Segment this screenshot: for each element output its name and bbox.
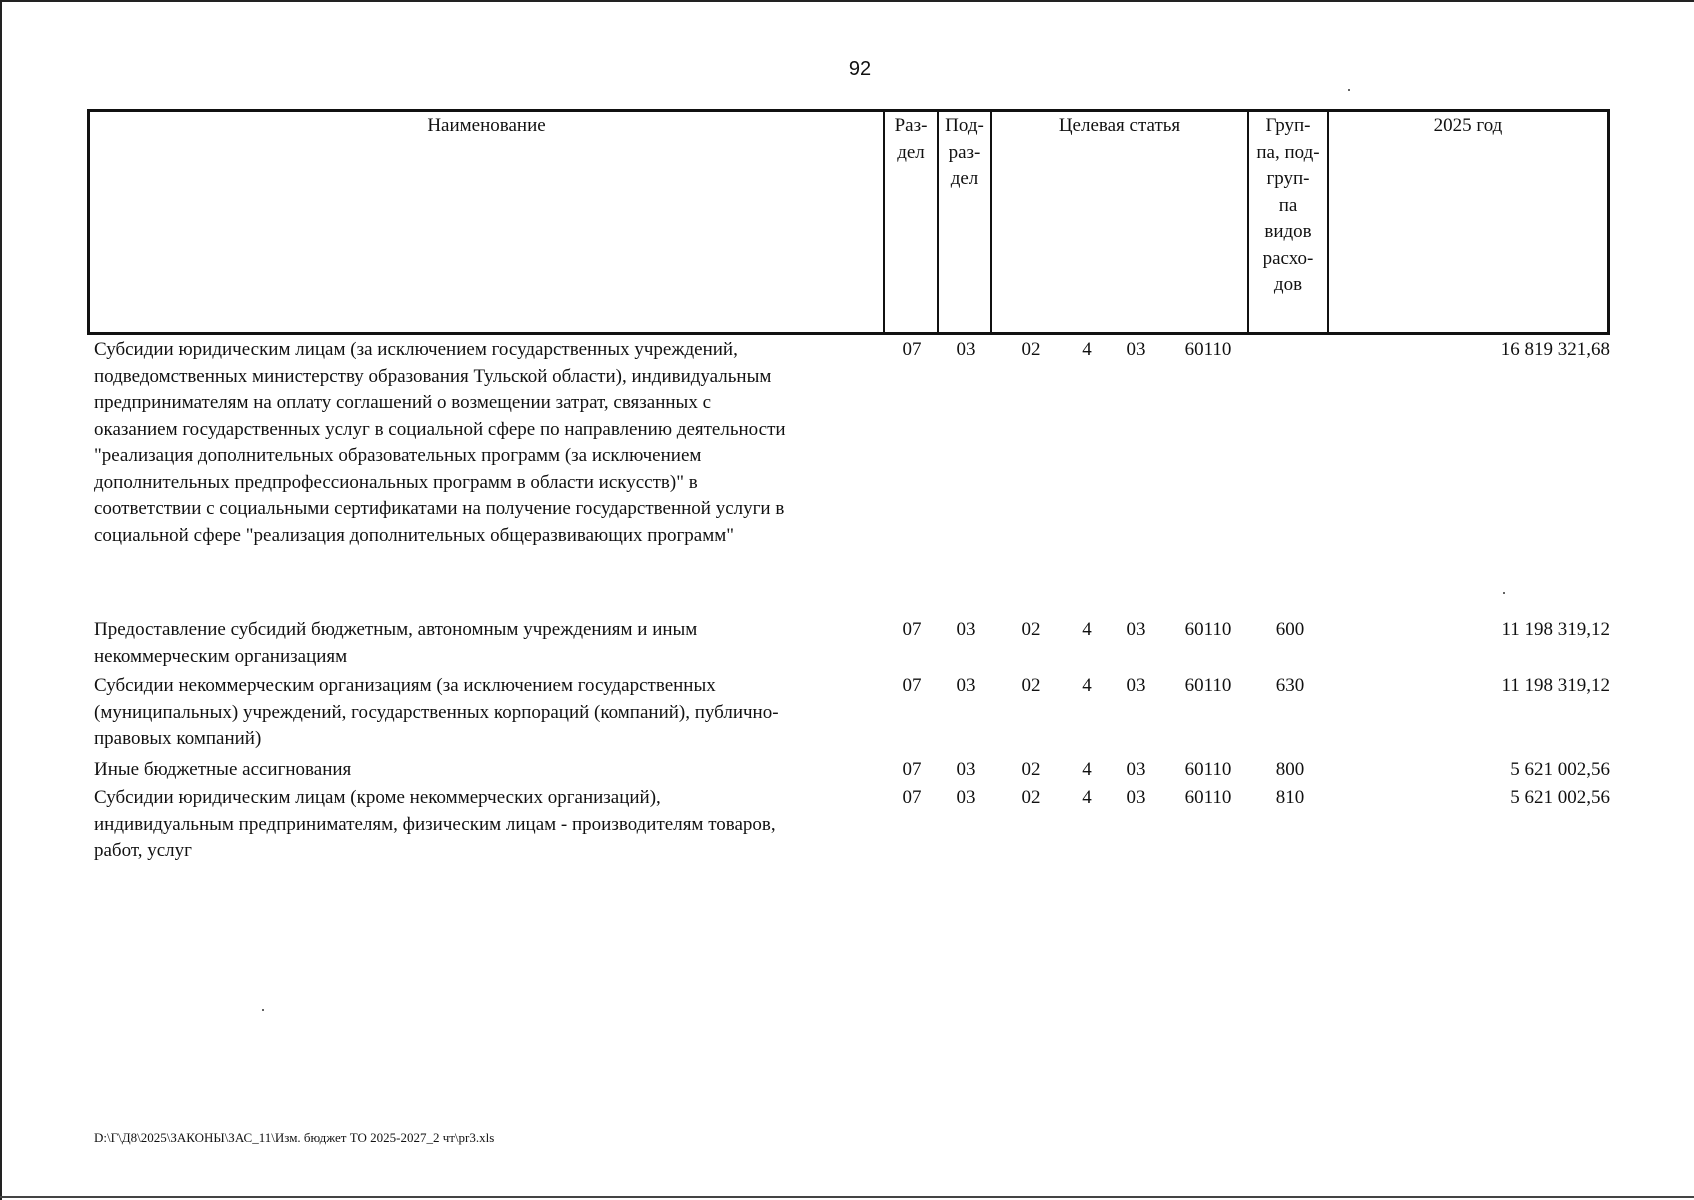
scan-speck — [1503, 592, 1505, 594]
scan-speck — [262, 1009, 264, 1011]
row-razdel: 07 — [902, 759, 922, 780]
row-amount: 5 621 002,56 — [1510, 787, 1610, 808]
row-vr: 800 — [1275, 759, 1305, 780]
row-name: Субсидии юридическим лицам (кроме некоммерческих организаций), индивидуальным предпринимателям, физическим лицам - производителям товаров, работ, услуг — [94, 787, 776, 861]
row-amount: 11 198 319,12 — [1501, 675, 1610, 696]
row-razdel: 07 — [902, 675, 922, 696]
header-razdel: Раз- дел — [894, 115, 928, 163]
header-gruppa: Груп- па, под- груп- па видов расхо- дов — [1256, 115, 1320, 295]
row-amount: 16 819 321,68 — [1500, 339, 1610, 360]
header-divider — [1327, 109, 1329, 335]
row-podrazdel: 03 — [956, 787, 976, 808]
row-name: Субсидии юридическим лицам (за исключением государственных учреждений, подведомственных министерству образования Тульской области), индивидуальным предпринимателям на оплату соглашений о возмещении затрат, связанных с оказанием государственных услуг в социальной сфере по направлению деятельности "реализация дополнительных образовательных программ (за исключением дополнительных предпрофессиональных программ в области искусств)" в соответствии с социальными сертификатами на получение государственной услуги в социальной сфере "реализация дополнительных общеразвивающих программ" — [94, 339, 786, 546]
row-razdel: 07 — [902, 619, 922, 640]
row-vr: 810 — [1275, 787, 1305, 808]
row-cs-direction: 60110 — [1184, 675, 1232, 696]
row-cs-direction: 60110 — [1184, 619, 1232, 640]
header-divider — [990, 109, 992, 335]
page-frame-left — [0, 0, 2, 1200]
header-celevaya-statya: Целевая статья — [1058, 115, 1181, 136]
page-frame-top — [0, 0, 1694, 2]
row-amount: 11 198 319,12 — [1501, 619, 1610, 640]
scan-speck — [1348, 89, 1350, 91]
file-path-footer: D:\Г\Д8\2025\ЗАКОНЫ\ЗАС_11\Изм. бюджет ТО 2025-2027_2 чт\pr3.xls — [94, 1130, 495, 1145]
row-cs-program: 02 — [1021, 675, 1041, 696]
row-podrazdel: 03 — [956, 619, 976, 640]
row-cs-subprogram: 03 — [1126, 759, 1146, 780]
row-amount: 5 621 002,56 — [1510, 759, 1610, 780]
page-number: 92 — [848, 58, 872, 80]
header-podrazdel: Под- раз- дел — [945, 115, 984, 189]
table-header — [87, 109, 1610, 335]
row-cs-type: 4 — [1082, 787, 1092, 808]
row-cs-subprogram: 03 — [1126, 675, 1146, 696]
row-cs-direction: 60110 — [1184, 339, 1232, 360]
row-razdel: 07 — [902, 787, 922, 808]
row-cs-direction: 60110 — [1184, 787, 1232, 808]
row-cs-program: 02 — [1021, 339, 1041, 360]
row-cs-type: 4 — [1082, 339, 1092, 360]
row-cs-type: 4 — [1082, 759, 1092, 780]
row-cs-program: 02 — [1021, 619, 1041, 640]
row-cs-direction: 60110 — [1184, 759, 1232, 780]
row-vr: 600 — [1275, 619, 1305, 640]
row-cs-subprogram: 03 — [1126, 619, 1146, 640]
row-cs-program: 02 — [1021, 787, 1041, 808]
row-vr: 630 — [1275, 675, 1305, 696]
row-name: Иные бюджетные ассигнования — [94, 759, 352, 780]
row-cs-subprogram: 03 — [1126, 339, 1146, 360]
row-podrazdel: 03 — [956, 759, 976, 780]
row-podrazdel: 03 — [956, 339, 976, 360]
row-cs-type: 4 — [1082, 619, 1092, 640]
row-razdel: 07 — [902, 339, 922, 360]
header-name: Наименование — [427, 115, 546, 136]
page-frame-bottom — [0, 1196, 1694, 1198]
row-cs-program: 02 — [1021, 759, 1041, 780]
header-year: 2025 год — [1433, 115, 1503, 136]
row-name: Предоставление субсидий бюджетным, автономным учреждениям и иным некоммерческим организациям — [94, 619, 698, 667]
row-name: Субсидии некоммерческим организациям (за исключением государственных (муниципальных) учреждений, государственных корпораций (компаний), публично- правовых компаний) — [94, 675, 779, 749]
row-podrazdel: 03 — [956, 675, 976, 696]
row-cs-type: 4 — [1082, 675, 1092, 696]
row-cs-subprogram: 03 — [1126, 787, 1146, 808]
